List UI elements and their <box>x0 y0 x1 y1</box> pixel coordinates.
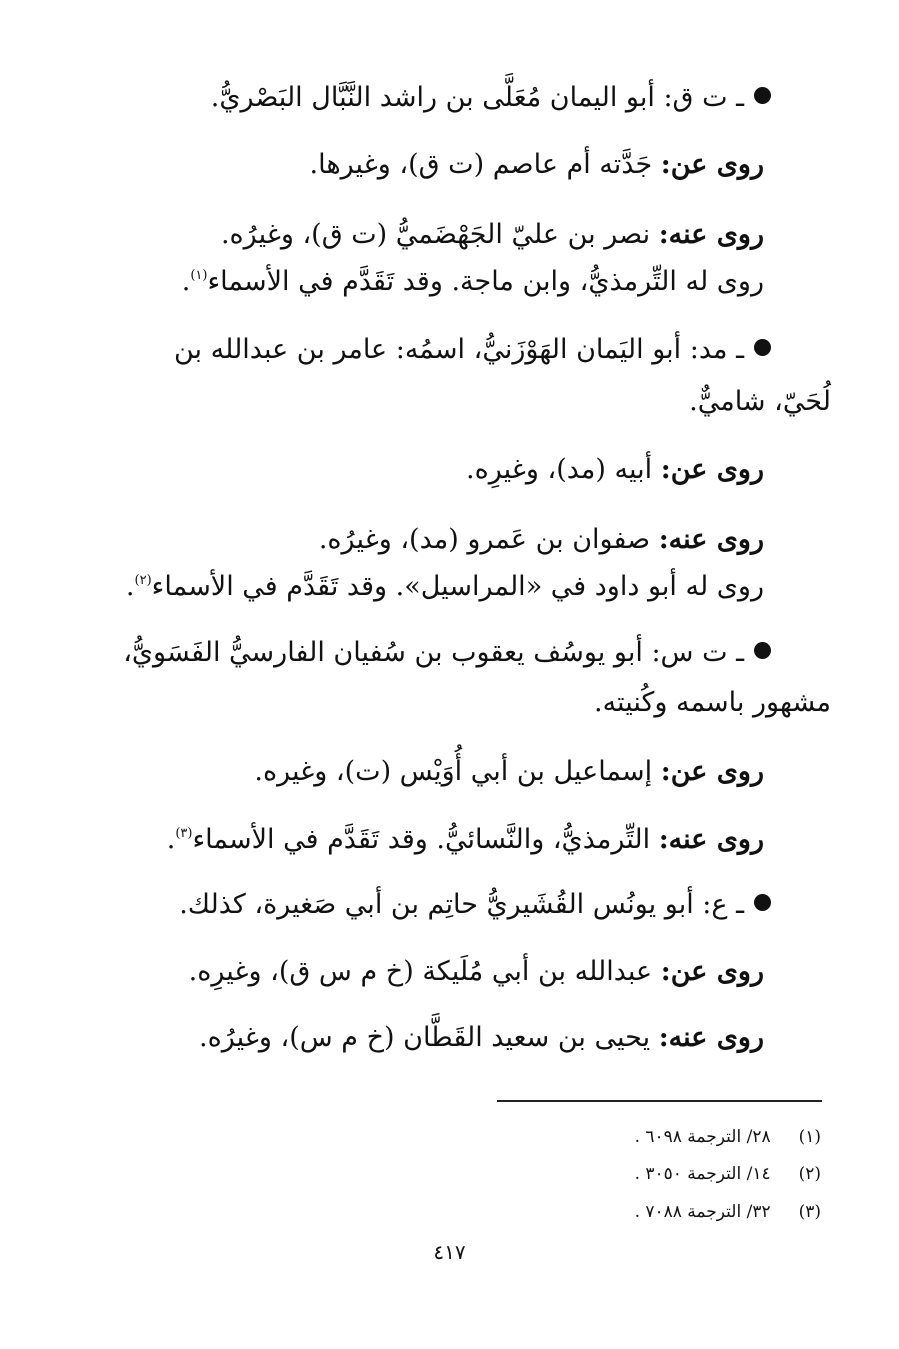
narrated-by-label: روى عنه: <box>658 824 764 855</box>
narrated-by-label: روى عنه: <box>658 524 764 555</box>
footnote-1 <box>635 1125 821 1149</box>
footnote-number: (٣) <box>798 1202 821 1222</box>
narrated-by-label: روى عنه: <box>658 219 764 250</box>
bullet-icon <box>754 894 771 911</box>
footnote-ref[interactable]: (٢) <box>134 573 152 588</box>
bullet-icon <box>754 642 771 659</box>
entry-2-narrated-by: روى عنه: صفوان بن عَمرو (مد)، وغيرُه. <box>318 524 764 555</box>
entry-2-narrated-from: روى عن: أبيه (مد)، وغيرِه. <box>466 454 764 485</box>
footnote-ref[interactable]: (١) <box>190 268 208 283</box>
entry-4-narrated-by: روى عنه: يحيى بن سعيد القَطَّان (خ م س)، وغيرُه. <box>198 1022 764 1053</box>
entry-2-note: روى له أبو داود في «المراسيل». وقد تَقَدَّم في الأسماء$^{(٢)}$. <box>125 571 764 602</box>
footnote-text: ١٤/ الترجمة ٣٠٥٠ . <box>634 1164 771 1184</box>
bullet-icon <box>754 87 771 104</box>
entry-2-heading-line-1: ـ مد: أبو اليَمان الهَوْزَنيُّ، اسمُه: عامر بن عبدالله بن <box>174 330 771 370</box>
footnote-ref[interactable]: (٣) <box>175 826 193 841</box>
narrated-from-label: روى عن: <box>660 956 764 987</box>
footnote-text: ٣٢/ الترجمة ٧٠٨٨ . <box>634 1202 771 1222</box>
entry-3-narrated-from: روى عن: إسماعيل بن أبي أُوَيْس (ت)، وغيره. <box>254 756 764 787</box>
page-number: ٤١٧ <box>433 1240 466 1264</box>
footnote-divider <box>497 1100 822 1102</box>
footnote-2 <box>635 1162 821 1186</box>
footnote-text: ٢٨/ الترجمة ٦٠٩٨ . <box>634 1127 771 1147</box>
narrated-by-label: روى عنه: <box>658 1022 764 1053</box>
entry-3-narrated-by: روى عنه: التِّرمذيُّ، والنَّسائيُّ. وقد تَقَدَّم في الأسماء$^{(٣)}$. <box>166 824 764 855</box>
bullet-icon <box>754 339 771 356</box>
entry-1-narrated-by: روى عنه: نصر بن عليّ الجَهْضَميُّ (ت ق)، وغيرُه. <box>220 219 764 250</box>
footnote-number: (٢) <box>798 1164 821 1184</box>
narrated-from-label: روى عن: <box>660 454 764 485</box>
entry-1-narrated-from: روى عن: جَدَّته أم عاصم (ت ق)، وغيرها. <box>309 149 764 180</box>
narrated-from-label: روى عن: <box>660 756 764 787</box>
entry-1-heading: ـ ت ق: أبو اليمان مُعَلَّى بن راشد النَّبَّال البَصْريُّ. <box>211 78 771 118</box>
entry-3-heading-line-2: مشهور باسمه وكُنيته. <box>594 687 831 718</box>
entry-2-heading-line-2: لُحَيّ، شاميٌّ. <box>689 386 831 417</box>
narrated-from-label: روى عن: <box>660 149 764 180</box>
footnote-number: (١) <box>798 1127 821 1147</box>
entry-4-narrated-from: روى عن: عبدالله بن أبي مُلَيكة (خ م س ق)، وغيرِه. <box>188 956 764 987</box>
entry-4-heading: ـ ع: أبو يونُس القُشَيريُّ حاتِم بن أبي صَغيرة، كذلك. <box>179 885 771 925</box>
entry-1-note: روى له التِّرمذيُّ، وابن ماجة. وقد تَقَدَّم في الأسماء$^{(١)}$. <box>181 266 764 297</box>
footnote-3 <box>635 1200 821 1224</box>
entry-3-heading-line-1: ـ ت س: أبو يوسُف يعقوب بن سُفيان الفارسيُّ الفَسَويُّ، <box>123 633 771 673</box>
